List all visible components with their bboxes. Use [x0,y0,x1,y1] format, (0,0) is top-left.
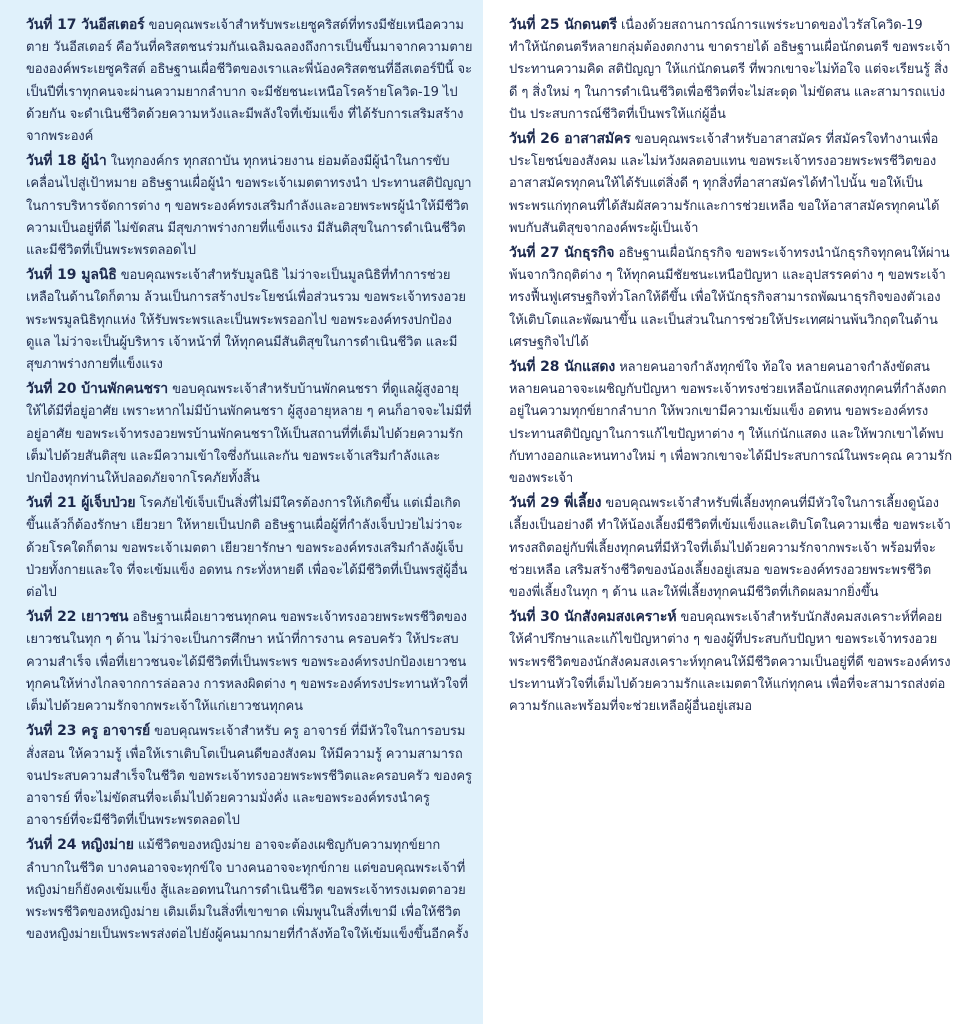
entry-text: ขอบคุณพระเจ้าสำหรับมูลนิธิ ไม่ว่าจะเป็นมูลนิธิที่ทำการช่วยเหลือในด้านใดก็ตาม ล้วนเป็นการสร้างประโยชน์เพื่อส่วนรวม ขอพระเจ้าทรงอวยพระพรมูลนิธิทุกแห่ง ให้รับพระพรและเป็นพระพรออกไป ขอพระองค์ทรงปกป้อง ดูแล ไม่ว่าจะเป็นผู้บริหาร เจ้าหน้าที่ ให้ทุกคนมีสันติสุขในการดำเนินชีวิต และมีสุขภาพร่างกายที่แข็งแรง [26,268,466,373]
entry-heading: วันที่ 26 อาสาสมัคร [509,131,631,148]
entry-heading: วันที่ 19 มูลนิธิ [26,267,117,284]
entry-text: อธิษฐานเผื่อเยาวชนทุกคน ขอพระเจ้าทรงอวยพระพรชีวิตของเยาวชนในทุก ๆ ด้าน ไม่ว่าจะเป็นการศึกษา หน้าที่การงาน ครอบครัว ให้ประสบความสำเร็จ เพื่อที่เยาวชนจะได้มีชีวิตที่เป็นพระพร ขอพระองค์ทรงปกป้องเยาวชน ทุกคนให้ห่างไกลจากการล่อลวง การหลงผิดต่าง ๆ ขอพระองค์ทรงประทานหัวใจที่เต็มไปด้วยความรักจากพระเจ้าให้แก่เยาวชนทุกคน [26,610,468,715]
entry-day-26 [509,128,953,240]
entry-text: ขอบคุณพระเจ้าสำหรับ ครู อาจารย์ ที่มีหัวใจในการอบรมสั่งสอน ให้ความรู้ เพื่อให้เราเติบโตเป็นคนดีของสังคม ให้มีความรู้ ความสามารถ จนประสบความสำเร็จในชีวิต ขอพระเจ้าทรงอวยพระพรชีวิตและครอบครัว ของครู อาจารย์ ที่จะไม่ขัดสนที่จะเต็มไปด้วยความมั่งคั่ง และขอพระองค์ทรงนำครู อาจารย์ที่จะมีชีวิตที่เป็นพระพรตลอดไป [26,724,472,829]
entry-day-18 [26,150,473,262]
entry-heading: วันที่ 29 พี่เลี้ยง [509,495,602,512]
entry-text: ในทุกองค์กร ทุกสถาบัน ทุกหน่วยงาน ย่อมต้องมีผู้นำในการขับเคลื่อนไปสู่เป้าหมาย อธิษฐานเผื่อผู้นำ ขอพระเจ้าเมตตาทรงนำ ประทานสติปัญญาในการบริหารจัดการต่าง ๆ ขอพระองค์ทรงเสริมกำลังและอวยพระพรผู้นำให้มีชีวิตความเป็นอยู่ที่ดี ไม่ขัดสน มีสุขภาพร่างกายที่แข็งแรง มีสันติสุขในการดำเนินชีวิต และมีชีวิตที่เป็นพระพรตลอดไป [26,154,472,259]
entry-heading: วันที่ 20 บ้านพักคนชรา [26,381,169,398]
entry-heading: วันที่ 30 นักสังคมสงเคราะห์ [509,609,677,626]
entry-day-19 [26,264,473,376]
entry-day-17 [26,14,473,148]
entry-heading: วันที่ 23 ครู อาจารย์ [26,723,151,740]
entry-day-25 [509,14,953,126]
entry-text: ขอบคุณพระเจ้าสำหรับพระเยซูคริสต์ที่ทรงมีชัยเหนือความตาย วันอีสเตอร์ คือวันที่คริสตชนร่วมกันเฉลิมฉลองถึงการเป็นขึ้นมาจากความตายขององค์พระเยซูคริสต์ อธิษฐานเผื่อชีวิตของเราและพี่น้องคริสตชนที่อีสเตอร์ปีนี้ จะเป็นปีที่เราทุกคนจะผ่านความยากลำบาก จะมีชัยชนะเหนือโรคร้ายโควิด-19 ไปด้วยกัน จะดำเนินชีวิตด้วยความหวังและมีพลังใจที่เข้มแข็ง ที่ได้รับการเสริมสร้างจากพระองค์ [26,18,473,145]
entry-day-23 [26,720,473,832]
entry-day-22 [26,606,473,718]
entry-heading: วันที่ 28 นักแสดง [509,359,616,376]
entry-heading: วันที่ 24 หญิงม่าย [26,837,134,854]
right-column [483,0,965,1024]
entry-text: หลายคนอาจกำลังทุกข์ใจ ท้อใจ หลายคนอาจกำลังขัดสน หลายคนอาจจะเผชิญกับปัญหา ขอพระเจ้าทรงช่วยเหลือนักแสดงทุกคนที่กำลังตกอยู่ในความทุกข์ยากลำบาก ให้พวกเขามีความเข้มแข็ง อดทน ขอพระองค์ทรงประทานสติปัญญาในการแก้ไขปัญหาต่าง ๆ ให้แก่นักแสดง และให้พวกเขาได้พบกับทางออกและหนทางใหม่ ๆ เพื่อพวกเขาจะได้มีประสบการณ์ในพระคุณ ความรักของพระเจ้า [509,360,952,487]
entry-day-29 [509,492,953,604]
entry-day-27 [509,242,953,354]
entry-day-21 [26,492,473,604]
entry-heading: วันที่ 25 นักดนตรี [509,17,617,33]
entry-text: แม้ชีวิตของหญิงม่าย อาจจะต้องเผชิญกับความทุกข์ยากลำบากในชีวิต บางคนอาจจะทุกข์ใจ บางคนอาจจะทุกข์กาย แต่ขอบคุณพระเจ้าที่หญิงม่ายก็ยังคงเข้มแข็ง สู้และอดทนในการดำเนินชีวิต ขอพระเจ้าทรงเมตตาอวยพระพรชีวิตของหญิงม่าย เติมเต็มในสิ่งที่เขาขาด เพิ่มพูนในสิ่งที่เขามี เพื่อให้ชีวิตของหญิงม่ายเป็นพระพรส่งต่อไปยังผู้คนมากมายที่กำลังท้อใจให้เข้มแข็งขึ้นอีกครั้ง [26,838,469,943]
entry-text: เนื่องด้วยสถานการณ์การแพร่ระบาดของไวรัสโควิด-19 ทำให้นักดนตรีหลายกลุ่มต้องตกงาน ขาดรายได้ อธิษฐานเผื่อนักดนตรี ขอพระเจ้าประทานความคิด สติปัญญา ให้แก่นักดนตรี ที่พวกเขาจะไม่ท้อใจ แต่จะเรียนรู้ สิ่งดี ๆ สิ่งใหม่ ๆ ในการดำเนินชีวิตเพื่อชีวิตที่จะไม่สะดุด ไม่ขัดสน และสามารถแบ่งปัน ประสบการณ์ชีวิตที่เป็นพรให้แก่ผู้อื่น [509,18,951,122]
entry-text: ขอบคุณพระเจ้าสำหรับพี่เลี้ยงทุกคนที่มีหัวใจในการเลี้ยงดูน้องเลี้ยงเป็นอย่างดี ทำให้น้องเลี้ยงมีชีวิตที่เข้มแข็งและเติบโตในความเชื่อ ขอพระเจ้าทรงสถิตอยู่กับพี่เลี้ยงทุกคนที่มีหัวใจที่เต็มไปด้วยความรักจากพระเจ้า พร้อมที่จะช่วยเหลือ เสริมสร้างชีวิตของน้องเลี้ยงอยู่เสมอ ขอพระองค์ทรงอวยพระพรชีวิตของพี่เลี้ยงในทุก ๆ ด้าน และให้พี่เลี้ยงทุกคนมีชีวิตที่เกิดผลมากยิ่งขึ้น [509,496,951,601]
entry-heading: วันที่ 21 ผู้เจ็บป่วย [26,495,136,512]
entry-heading: วันที่ 22 เยาวชน [26,609,129,626]
entry-heading: วันที่ 17 วันอีสเตอร์ [26,17,145,33]
entry-day-30 [509,606,953,718]
entry-day-24 [26,834,473,946]
entry-day-20 [26,378,473,490]
entry-day-28 [509,356,953,490]
entry-text: ขอบคุณพระเจ้าสำหรับบ้านพักคนชรา ที่ดูแลผู้สูงอายุให้ได้มีที่อยู่อาศัย เพราะหากไม่มีบ้านพักคนชรา ผู้สูงอายุหลาย ๆ คนก็อาจจะไม่มีที่อยู่อาศัย ขอพระเจ้าทรงอวยพรบ้านพักคนชราให้เป็นสถานที่ที่เต็มไปด้วยความรักเต็มไปด้วยสันติสุข และมีความเข้าใจซึ่งกันและกัน ขอพระเจ้าเสริมกำลังและปกป้องทุกท่านให้ปลอดภัยจากโรคภัยทั้งสิ้น [26,382,472,487]
entry-heading: วันที่ 18 ผู้นำ [26,153,107,170]
entry-text: ขอบคุณพระเจ้าสำหรับอาสาสมัคร ที่สมัครใจทำงานเพื่อประโยชน์ของสังคม และไม่หวังผลตอบแทน ขอพระเจ้าทรงอวยพระพรชีวิตของอาสาสมัครทุกคนให้ได้รับแต่สิ่งดี ๆ ทุกสิ่งที่อาสาสมัครได้ทำไปนั้น ขอให้เป็นพระพรแก่ทุกคนที่ได้สัมผัสความรักและการช่วยเหลือ ขอให้อาสาสมัครทุกคนได้พบกับสันติสุขจากองค์พระผู้เป็นเจ้า [509,132,940,236]
entry-text: ขอบคุณพระเจ้าสำหรับนักสังคมสงเคราะห์ที่คอยให้คำปรึกษาและแก้ไขปัญหาต่าง ๆ ของผู้ที่ประสบกับปัญหา ขอพระเจ้าทรงอวยพระพรชีวิตของนักสังคมสงเคราะห์ทุกคนให้มีชีวิตความเป็นอยู่ที่ดี ขอพระองค์ทรงประทานหัวใจที่เต็มไปด้วยความรักและเมตตาให้แก่ทุกคน เพื่อที่จะสามารถส่งต่อความรักและพร้อมที่จะช่วยเหลือผู้อื่นอยู่เสมอ [509,610,951,715]
entry-text: อธิษฐานเผื่อนักธุรกิจ ขอพระเจ้าทรงนำนักธุรกิจทุกคนให้ผ่านพ้นจากวิกฤติต่าง ๆ ให้ทุกคนมีชัยชนะเหนือปัญหา และอุปสรรคต่าง ๆ ขอพระเจ้าทรงฟื้นฟูเศรษฐกิจทั่วโลกให้ดีขึ้น เพื่อให้นักธุรกิจสามารถพัฒนาธุรกิจของตัวเองให้เติบโตและพัฒนาขึ้น และเป็นส่วนในการช่วยให้ประเทศผ่านพ้นวิกฤตในด้านเศรษฐกิจไปได้ [509,246,950,350]
entry-heading: วันที่ 27 นักธุรกิจ [509,245,615,262]
entry-text: โรคภัยไข้เจ็บเป็นสิ่งที่ไม่มีใครต้องการให้เกิดขึ้น แต่เมื่อเกิดขึ้นแล้วก็ต้องรักษา เยียวยา ให้หายเป็นปกติ อธิษฐานเผื่อผู้ที่กำลังเจ็บป่วยไม่ว่าจะด้วยโรคใดก็ตาม ขอพระเจ้าเมตตา เยียวยารักษา ขอพระองค์ทรงเสริมกำลังผู้เจ็บป่วยทั้งกายและใจ ที่จะเข้มแข็ง อดทน กระทั่งหายดี เพื่อจะได้มีชีวิตที่เป็นพรสู่ผู้อื่นต่อไป [26,496,468,601]
